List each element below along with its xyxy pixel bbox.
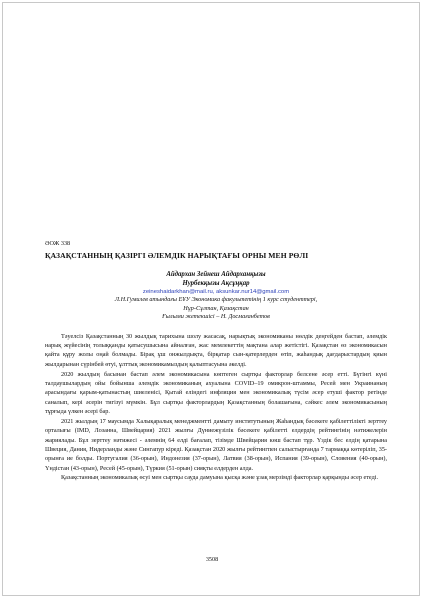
affiliation-line: Нұр-Сұлтан, Қазақстан [183, 304, 249, 312]
page-number: 3508 [205, 556, 219, 563]
article [45, 240, 387, 483]
paragraph: Тәуелсіз Қазақстанның 30 жылдық тарихына шолу жасасақ, нарықтық экономиканы нөлдік деңгейден бастап, әлемдік нарық жүйесінің толыққанды қатысушысына айналған, жас мемлекеттің мақтана алар жетістігі. Қазақстан өз экономикасын қайта құру жолы оңай болмады. Бірақ ұш онжылдықта, бірқатар сын-қатерлерден өтіп, жаһандық дағдарыстардың қиын жылдарынан сүрінбей өтуі, ұлттық экономикамыздың қалыптасуына әкелді. [45, 332, 387, 368]
paragraph: 2020 жылдың басынан бастап әлем экономикасына көптеген сыртқы факторлар белсене әсер етті. Бүгінгі күні талдаушылардың ойы бойынша әлемдік экономиканың ахуалына COVID–19 омикрон-штаммы, Ресей мен Украинаның арасындағы қарым-қатынастың шиеленісі, Қытай еліндегі инфляция мен экономикалық түсім әсер етуші фактор ретінде саналып, кері әсерін тигізуі мүмкін. Бұл сыртқы факторлардың Қазақстанның болашағына, сәйкес әлем экономикасының тұрғыда үлкен әсері бар. [45, 370, 387, 416]
article-title: ҚАЗАҚСТАННЫҢ ҚАЗІРГІ ӘЛЕМДІК НАРЫҚТАҒЫ ОРНЫ МЕН РӨЛІ [45, 251, 309, 260]
supervisor-line: Ғылыми жетекшісі – Н. Досмағанбетов [162, 313, 270, 321]
author-block [45, 271, 387, 322]
paragraph: 2021 жылдың 17 маусымда Халықаралық менеджментті дамыту институтының Жаһандық бәсекеге қабілеттілікті зерттеу орталығы (IMD, Лозанна, Швейцария) 2021 жылғы Дүниежүзілік бәсекеге қабілетті елдердің рейтингінің нәтижелерін жариялады. Бұл зерттеу нәтижесі - әлемнің 64 елді бағалап, тізімде Швейцария көш бастап тұр. Үздік бес елдің қатарына Швеция, Дания, Нидерланды және Сингапур кіреді. Қазақстан 2020 жылғы рейтингпен салыстырғанда 7 тармаққа көтеріліп, 35-орынға ие болды. Португалия (36-орын), Индонезия (37-орын), Латвия (38-орын), Испания (39-орын), Словения (40-орын), Үндістан (43-орын), Ресей (45-орын), Түркия (51-орын) сияқты елдерден алда. [45, 417, 387, 472]
author-emails[interactable]: zeineshaidarkhan@mail.ru, aksunkar.nur14@gmail.com [142, 289, 290, 295]
author-name: Нурбекқызы Ақсұңқар [182, 279, 250, 287]
affiliation-line: Л.Н.Гумилев атындағы ЕҰУ Экономика факультетінің 1 курс студенттері, [114, 296, 318, 303]
udc-code: ӘОЖ 338 [45, 240, 71, 247]
author-name: Айдархан Зейнеш Айдарханқызы [166, 271, 266, 278]
paragraph: Қазақстанның экономикалық өсуі мен сыртқы сауда дамуына қысқа және ұзақ мерзімді факторлар қарқынды әсер етеді. [61, 474, 379, 482]
article-body [45, 332, 387, 483]
